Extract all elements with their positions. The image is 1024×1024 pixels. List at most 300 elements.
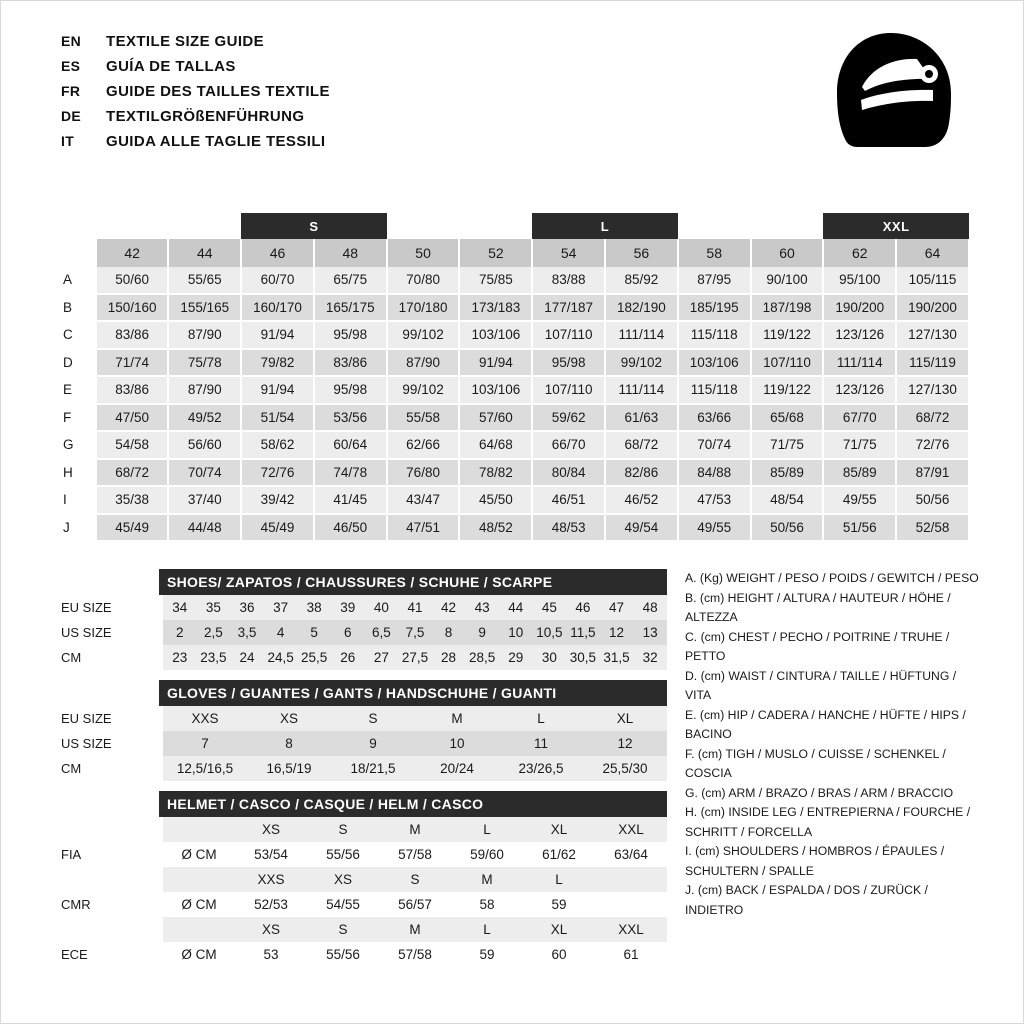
- measurement-cell: 107/110: [751, 349, 824, 377]
- helmet-size-value: 53/54: [235, 842, 307, 867]
- table-row: [57, 645, 667, 670]
- size-cell: 23,5: [197, 645, 231, 670]
- helmet-size-value: 61/62: [523, 842, 595, 867]
- helmet-size-value: 57/58: [379, 842, 451, 867]
- measurement-cell: 45/49: [97, 514, 168, 542]
- measurement-cell: 103/106: [678, 349, 751, 377]
- measurement-cell: 48/53: [532, 514, 605, 542]
- size-cell: L: [499, 706, 583, 731]
- measurement-cell: 67/70: [823, 404, 896, 432]
- measurement-cell: 35/38: [97, 486, 168, 514]
- measurement-key: E: [57, 376, 97, 404]
- helmet-size-value: 59/60: [451, 842, 523, 867]
- measurement-cell: 51/54: [241, 404, 314, 432]
- size-cell: 38: [297, 595, 331, 620]
- size-cell: 24: [230, 645, 264, 670]
- measurement-cell: 173/183: [459, 294, 532, 322]
- helmet-table: [57, 817, 667, 967]
- legend-line: F. (cm) TIGH / MUSLO / CUISSE / SCHENKEL / COSCIA: [685, 746, 946, 780]
- helmet-size-value: 58: [451, 892, 523, 917]
- measurement-cell: 59/62: [532, 404, 605, 432]
- row-label: EU SIZE: [57, 595, 163, 620]
- measurement-cell: 68/72: [896, 404, 969, 432]
- helmet-size-header: XL: [523, 817, 595, 842]
- measurement-cell: 50/56: [751, 514, 824, 542]
- table-row: [57, 731, 667, 756]
- legend-line: G. (cm) ARM / BRAZO / BRAS / ARM / BRACCIO: [685, 785, 954, 800]
- size-cell: 6,5: [365, 620, 399, 645]
- helmet-size-header: M: [451, 867, 523, 892]
- helmet-size-value: 55/56: [307, 942, 379, 967]
- helmet-value-row: [57, 892, 667, 917]
- size-cell: 11: [499, 731, 583, 756]
- measurement-key: D: [57, 349, 97, 377]
- measurement-cell: 75/78: [168, 349, 241, 377]
- measurement-cell: 103/106: [459, 321, 532, 349]
- measurement-cell: 37/40: [168, 486, 241, 514]
- legend-line: D. (cm) WAIST / CINTURA / TAILLE / HÜFTUNG / VITA: [685, 668, 957, 702]
- row-label-spacer: [57, 867, 163, 892]
- size-cell: XS: [247, 706, 331, 731]
- language-code: ES: [61, 58, 81, 74]
- size-cell: 20/24: [415, 756, 499, 781]
- size-cell: 30: [533, 645, 567, 670]
- helmet-standard-label: CMR: [57, 892, 163, 917]
- measurement-cell: 47/53: [678, 486, 751, 514]
- size-number: 62: [823, 239, 896, 267]
- language-code: EN: [61, 33, 82, 49]
- measurement-key: C: [57, 321, 97, 349]
- helmet-title: HELMET / CASCO / CASQUE / HELM / CASCO: [159, 791, 667, 817]
- helmet-standard-label: ECE: [57, 942, 163, 967]
- measurement-cell: 70/80: [387, 267, 460, 294]
- helmet-icon: [821, 27, 961, 167]
- size-cell: 12: [583, 731, 667, 756]
- measurement-key: A: [57, 267, 97, 294]
- measurement-cell: 83/86: [314, 349, 387, 377]
- table-row: [57, 376, 969, 404]
- measurement-cell: 70/74: [168, 459, 241, 487]
- helmet-size-value: 53: [235, 942, 307, 967]
- row-label-spacer: [57, 213, 97, 239]
- measurement-cell: 84/88: [678, 459, 751, 487]
- helmet-size-header: XXS: [235, 867, 307, 892]
- row-label-spacer: [57, 239, 97, 267]
- measurement-cell: 55/65: [168, 267, 241, 294]
- measurement-cell: 48/52: [459, 514, 532, 542]
- measurement-cell: 119/122: [751, 321, 824, 349]
- measurement-cell: 49/55: [823, 486, 896, 514]
- measurement-cell: 190/200: [823, 294, 896, 322]
- helmet-size-header: L: [451, 917, 523, 942]
- measurement-cell: 150/160: [97, 294, 168, 322]
- size-group-label: XXL: [823, 213, 969, 239]
- size-cell: 2,5: [197, 620, 231, 645]
- size-cell: 28,5: [465, 645, 499, 670]
- measurement-cell: 76/80: [387, 459, 460, 487]
- size-cell: 23/26,5: [499, 756, 583, 781]
- measurement-cell: 90/100: [751, 267, 824, 294]
- measurement-cell: 61/63: [605, 404, 678, 432]
- measurement-cell: 103/106: [459, 376, 532, 404]
- measurement-cell: 45/50: [459, 486, 532, 514]
- helmet-size-header: XS: [307, 867, 379, 892]
- size-number: 42: [97, 239, 168, 267]
- table-row: [57, 756, 667, 781]
- measurement-cell: 111/114: [605, 321, 678, 349]
- measurement-cell: 187/198: [751, 294, 824, 322]
- measurement-cell: 85/89: [751, 459, 824, 487]
- measurement-cell: 160/170: [241, 294, 314, 322]
- measurement-cell: 46/52: [605, 486, 678, 514]
- shoes-table: [57, 595, 667, 670]
- measurement-cell: 111/114: [823, 349, 896, 377]
- size-cell: 9: [465, 620, 499, 645]
- measurement-cell: 85/89: [823, 459, 896, 487]
- measurement-cell: 64/68: [459, 431, 532, 459]
- empty-cell: [595, 867, 667, 892]
- measurement-cell: 127/130: [896, 321, 969, 349]
- measurement-cell: 70/74: [678, 431, 751, 459]
- size-cell: 46: [566, 595, 600, 620]
- size-cell: 8: [247, 731, 331, 756]
- size-cell: 23: [163, 645, 197, 670]
- helmet-size-header: L: [523, 867, 595, 892]
- measurement-cell: 78/82: [459, 459, 532, 487]
- language-title: GUIDE DES TAILLES TEXTILE: [106, 83, 330, 100]
- measurement-cell: 85/92: [605, 267, 678, 294]
- helmet-size-value: 55/56: [307, 842, 379, 867]
- helmet-size-header: XL: [523, 917, 595, 942]
- helmet-size-value: 59: [451, 942, 523, 967]
- size-group-label: L: [532, 213, 678, 239]
- helmet-size-header: XXL: [595, 917, 667, 942]
- measurement-cell: 155/165: [168, 294, 241, 322]
- measurement-cell: 123/126: [823, 321, 896, 349]
- size-cell: 10: [415, 731, 499, 756]
- measurement-cell: 50/60: [97, 267, 168, 294]
- table-row: [57, 267, 969, 294]
- table-row: [57, 706, 667, 731]
- measurement-cell: 46/51: [532, 486, 605, 514]
- measurement-cell: 127/130: [896, 376, 969, 404]
- helmet-size-value: 63/64: [595, 842, 667, 867]
- measurement-cell: 60/70: [241, 267, 314, 294]
- row-label: CM: [57, 756, 163, 781]
- measurement-cell: 111/114: [605, 376, 678, 404]
- helmet-header-row: [57, 917, 667, 942]
- size-cell: 27: [365, 645, 399, 670]
- size-cell: 35: [197, 595, 231, 620]
- measurement-cell: 46/50: [314, 514, 387, 542]
- measurement-cell: 170/180: [387, 294, 460, 322]
- measurement-cell: 79/82: [241, 349, 314, 377]
- measurement-cell: 63/66: [678, 404, 751, 432]
- shoes-title: SHOES/ ZAPATOS / CHAUSSURES / SCHUHE / SCARPE: [159, 569, 667, 595]
- legend-line: E. (cm) HIP / CADERA / HANCHE / HÜFTE / HIPS / BACINO: [685, 707, 966, 741]
- legend-line: A. (Kg) WEIGHT / PESO / POIDS / GEWITCH / PESO: [685, 571, 979, 585]
- table-row: [57, 620, 667, 645]
- size-cell: 4: [264, 620, 298, 645]
- gloves-title: GLOVES / GUANTES / GANTS / HANDSCHUHE / GUANTI: [159, 680, 667, 706]
- table-row: [57, 431, 969, 459]
- measurement-cell: 62/66: [387, 431, 460, 459]
- measurement-cell: 115/119: [896, 349, 969, 377]
- size-cell: 29: [499, 645, 533, 670]
- size-cell: 7: [163, 731, 247, 756]
- table-row: [57, 459, 969, 487]
- helmet-size-header: XS: [235, 817, 307, 842]
- measurement-cell: 47/51: [387, 514, 460, 542]
- size-cell: 2: [163, 620, 197, 645]
- unit-spacer: [163, 867, 235, 892]
- size-cell: 26: [331, 645, 365, 670]
- legend-line: J. (cm) BACK / ESPALDA / DOS / ZURÜCK / INDIETRO: [685, 883, 928, 917]
- measurement-cell: 91/94: [241, 376, 314, 404]
- helmet-size-value: 57/58: [379, 942, 451, 967]
- measurement-cell: 83/88: [532, 267, 605, 294]
- measurement-cell: 71/75: [823, 431, 896, 459]
- measurement-cell: 87/90: [168, 321, 241, 349]
- helmet-standard-label: FIA: [57, 842, 163, 867]
- measurement-cell: 49/52: [168, 404, 241, 432]
- measurement-key: F: [57, 404, 97, 432]
- measurement-cell: 83/86: [97, 376, 168, 404]
- size-cell: 27,5: [398, 645, 432, 670]
- size-number: 58: [678, 239, 751, 267]
- helmet-header-row: [57, 817, 667, 842]
- size-cell: 42: [432, 595, 466, 620]
- measurement-cell: 87/90: [168, 376, 241, 404]
- size-number: 44: [168, 239, 241, 267]
- helmet-size-value: 52/53: [235, 892, 307, 917]
- measurement-cell: 66/70: [532, 431, 605, 459]
- table-row: [57, 349, 969, 377]
- measurement-cell: 58/62: [241, 431, 314, 459]
- language-title: GUÍA DE TALLAS: [106, 58, 236, 75]
- size-number: 48: [314, 239, 387, 267]
- measurement-cell: 56/60: [168, 431, 241, 459]
- helmet-size-header: L: [451, 817, 523, 842]
- table-row: [57, 321, 969, 349]
- size-cell: 3,5: [230, 620, 264, 645]
- table-row: [57, 595, 667, 620]
- measurement-cell: 43/47: [387, 486, 460, 514]
- size-cell: 28: [432, 645, 466, 670]
- language-code: IT: [61, 133, 75, 149]
- row-label: EU SIZE: [57, 706, 163, 731]
- measurement-cell: 165/175: [314, 294, 387, 322]
- helmet-size-header: S: [307, 817, 379, 842]
- measurement-cell: 115/118: [678, 376, 751, 404]
- size-cell: 5: [297, 620, 331, 645]
- helmet-unit: Ø CM: [163, 842, 235, 867]
- helmet-size-value: 56/57: [379, 892, 451, 917]
- size-cell: 24,5: [264, 645, 298, 670]
- size-number: 46: [241, 239, 314, 267]
- size-group-header-row: [57, 213, 969, 239]
- helmet-size-value: 54/55: [307, 892, 379, 917]
- size-cell: 47: [600, 595, 634, 620]
- size-cell: 37: [264, 595, 298, 620]
- measurement-cell: 68/72: [605, 431, 678, 459]
- measurement-cell: 182/190: [605, 294, 678, 322]
- language-code: DE: [61, 108, 82, 124]
- legend-line: I. (cm) SHOULDERS / HOMBROS / ÉPAULES / SCHULTERN / SPALLE: [685, 844, 945, 878]
- measurement-key: B: [57, 294, 97, 322]
- measurement-cell: 45/49: [241, 514, 314, 542]
- measurement-cell: 185/195: [678, 294, 751, 322]
- size-cell: 41: [398, 595, 432, 620]
- helmet-value-row: [57, 842, 667, 867]
- lower-tables: [57, 569, 677, 967]
- measurement-cell: 95/100: [823, 267, 896, 294]
- size-cell: 39: [331, 595, 365, 620]
- size-number: 52: [459, 239, 532, 267]
- size-cell: XL: [583, 706, 667, 731]
- helmet-size-header: S: [379, 867, 451, 892]
- size-cell: 12,5/16,5: [163, 756, 247, 781]
- language-code: FR: [61, 83, 81, 99]
- measurement-cell: 99/102: [387, 321, 460, 349]
- measurement-cell: 177/187: [532, 294, 605, 322]
- size-group-label: M: [453, 218, 466, 234]
- size-cell: 10,5: [533, 620, 567, 645]
- measurement-key: J: [57, 514, 97, 542]
- size-cell: 12: [600, 620, 634, 645]
- measurement-key: I: [57, 486, 97, 514]
- size-cell: 10: [499, 620, 533, 645]
- size-cell: 25,5/30: [583, 756, 667, 781]
- helmet-size-value: 61: [595, 942, 667, 967]
- measurement-cell: 51/56: [823, 514, 896, 542]
- size-number: 50: [387, 239, 460, 267]
- size-cell: 31,5: [600, 645, 634, 670]
- helmet-size-value: 60: [523, 942, 595, 967]
- measurement-cell: 99/102: [387, 376, 460, 404]
- measurement-cell: 107/110: [532, 321, 605, 349]
- measurement-cell: 87/90: [387, 349, 460, 377]
- measurement-cell: 44/48: [168, 514, 241, 542]
- gloves-table: [57, 706, 667, 781]
- size-cell: 40: [365, 595, 399, 620]
- measurement-cell: 123/126: [823, 376, 896, 404]
- measurement-cell: 54/58: [97, 431, 168, 459]
- measurement-cell: 95/98: [314, 376, 387, 404]
- measurement-cell: 72/76: [241, 459, 314, 487]
- row-label-spacer: [57, 917, 163, 942]
- row-label: US SIZE: [57, 731, 163, 756]
- helmet-size-value: 59: [523, 892, 595, 917]
- row-label: CM: [57, 645, 163, 670]
- measurement-cell: 72/76: [896, 431, 969, 459]
- measurement-cell: 49/55: [678, 514, 751, 542]
- size-group-label: XL: [741, 218, 760, 234]
- language-title: GUIDA ALLE TAGLIE TESSILI: [106, 133, 326, 150]
- table-row: [57, 514, 969, 542]
- measurement-cell: 107/110: [532, 376, 605, 404]
- measurement-cell: 71/74: [97, 349, 168, 377]
- size-cell: 30,5: [566, 645, 600, 670]
- measurement-cell: 105/115: [896, 267, 969, 294]
- measurement-cell: 55/58: [387, 404, 460, 432]
- measurement-cell: 119/122: [751, 376, 824, 404]
- size-cell: 45: [533, 595, 567, 620]
- measurement-cell: 75/85: [459, 267, 532, 294]
- measurement-cell: 91/94: [459, 349, 532, 377]
- size-group-label: [97, 213, 241, 239]
- empty-cell: [595, 892, 667, 917]
- legend-line: B. (cm) HEIGHT / ALTURA / HAUTEUR / HÖHE / ALTEZZA: [685, 590, 951, 624]
- unit-spacer: [163, 917, 235, 942]
- size-number: 60: [751, 239, 824, 267]
- measurement-cell: 82/86: [605, 459, 678, 487]
- table-row: [57, 404, 969, 432]
- legend-line: H. (cm) INSIDE LEG / ENTREPIERNA / FOURCHE / SCHRITT / FORCELLA: [685, 805, 971, 839]
- helmet-size-header: S: [307, 917, 379, 942]
- helmet-size-header: XS: [235, 917, 307, 942]
- measurement-cell: 50/56: [896, 486, 969, 514]
- helmet-unit: Ø CM: [163, 942, 235, 967]
- size-cell: 44: [499, 595, 533, 620]
- measurement-cell: 39/42: [241, 486, 314, 514]
- measurement-cell: 47/50: [97, 404, 168, 432]
- size-cell: 11,5: [566, 620, 600, 645]
- size-cell: S: [331, 706, 415, 731]
- size-cell: M: [415, 706, 499, 731]
- measurement-cell: 80/84: [532, 459, 605, 487]
- helmet-value-row: [57, 942, 667, 967]
- table-row: [57, 486, 969, 514]
- measurement-cell: 65/68: [751, 404, 824, 432]
- size-cell: 6: [331, 620, 365, 645]
- size-number: 64: [896, 239, 969, 267]
- measurement-cell: 95/98: [532, 349, 605, 377]
- helmet-size-header: XXL: [595, 817, 667, 842]
- measurement-cell: 190/200: [896, 294, 969, 322]
- measurement-cell: 65/75: [314, 267, 387, 294]
- measurement-key: H: [57, 459, 97, 487]
- size-cell: 43: [465, 595, 499, 620]
- measurement-cell: 52/58: [896, 514, 969, 542]
- language-title: TEXTILGRÖßENFÜHRUNG: [106, 108, 305, 125]
- measurement-cell: 41/45: [314, 486, 387, 514]
- measurement-cell: 49/54: [605, 514, 678, 542]
- measurement-cell: 87/95: [678, 267, 751, 294]
- row-label-spacer: [57, 817, 163, 842]
- measurement-legend: [685, 569, 985, 920]
- measurement-cell: 74/78: [314, 459, 387, 487]
- size-cell: 32: [633, 645, 667, 670]
- measurement-cell: 53/56: [314, 404, 387, 432]
- measurement-cell: 60/64: [314, 431, 387, 459]
- size-cell: 13: [633, 620, 667, 645]
- size-group-label: S: [241, 213, 387, 239]
- helmet-unit: Ø CM: [163, 892, 235, 917]
- size-cell: 8: [432, 620, 466, 645]
- size-cell: 36: [230, 595, 264, 620]
- size-cell: 25,5: [297, 645, 331, 670]
- size-cell: 48: [633, 595, 667, 620]
- measurement-cell: 68/72: [97, 459, 168, 487]
- measurement-cell: 57/60: [459, 404, 532, 432]
- measurement-cell: 99/102: [605, 349, 678, 377]
- size-cell: 34: [163, 595, 197, 620]
- size-cell: XXS: [163, 706, 247, 731]
- size-number: 54: [532, 239, 605, 267]
- measurement-cell: 48/54: [751, 486, 824, 514]
- size-cell: 16,5/19: [247, 756, 331, 781]
